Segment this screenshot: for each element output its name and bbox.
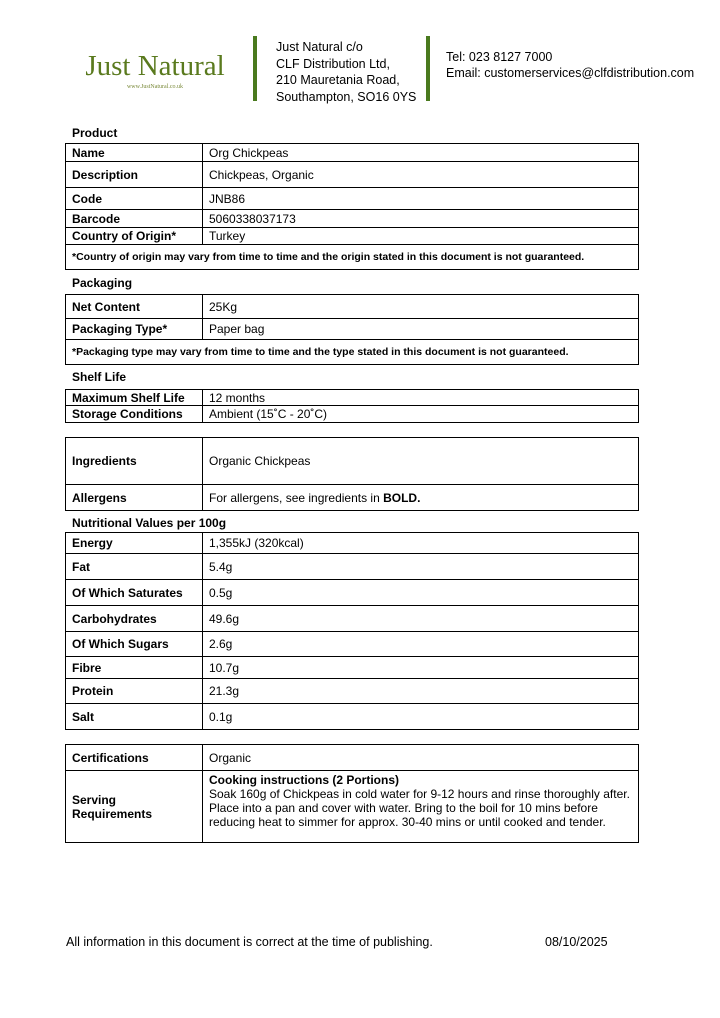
table-row <box>66 554 639 580</box>
packaging-note: *Packaging type may vary from time to time and the type stated in this document is not guaranteed. <box>66 340 639 365</box>
footer-date: 08/10/2025 <box>545 935 608 949</box>
cooking-text: Soak 160g of Chickpeas in cold water for 9-12 hours and rinse thoroughly after. Place into a pan and cover with water. Bring to the boil for 10 mins before reducing heat to simmer for approx. 30-40 mins or until cooked and tender. <box>209 787 630 829</box>
row-value: 5060338037173 <box>203 210 639 228</box>
row-label: Certifications <box>66 745 203 771</box>
row-label: Net Content <box>66 295 203 319</box>
row-label: Storage Conditions <box>66 406 203 423</box>
table-row <box>66 580 639 606</box>
row-value: 0.1g <box>203 704 639 730</box>
address-line: CLF Distribution Ltd, <box>276 56 390 71</box>
row-label: Salt <box>66 704 203 730</box>
row-label: Allergens <box>66 485 203 511</box>
logo-text: Just Natural <box>85 50 225 82</box>
row-value: Org Chickpeas <box>203 144 639 162</box>
row-value: 21.3g <box>203 679 639 704</box>
table-row <box>66 406 639 423</box>
table-row <box>66 144 639 162</box>
table-row <box>66 533 639 554</box>
table-row <box>66 606 639 632</box>
row-label: Energy <box>66 533 203 554</box>
table-row <box>66 438 639 485</box>
contact-info <box>446 50 694 81</box>
table-row <box>66 228 639 245</box>
header-divider-right <box>426 36 430 101</box>
table-row <box>66 745 639 771</box>
row-value: JNB86 <box>203 188 639 210</box>
row-value: 1,355kJ (320kcal) <box>203 533 639 554</box>
row-value <box>203 485 639 511</box>
row-value: 49.6g <box>203 606 639 632</box>
row-value: 25Kg <box>203 295 639 319</box>
row-label: Fibre <box>66 657 203 679</box>
telephone: Tel: 023 8127 7000 <box>446 50 553 64</box>
row-value: Paper bag <box>203 319 639 340</box>
certifications-table <box>65 744 639 843</box>
serving-label-line: Serving <box>72 792 117 807</box>
row-value: Organic <box>203 745 639 771</box>
row-label: Maximum Shelf Life <box>66 390 203 406</box>
logo-url: www.JustNatural.co.uk <box>126 84 184 90</box>
row-label: Of Which Sugars <box>66 632 203 657</box>
row-label: Fat <box>66 554 203 580</box>
row-value: 0.5g <box>203 580 639 606</box>
row-label: Country of Origin* <box>66 228 203 245</box>
row-label: Description <box>66 162 203 188</box>
row-value: 12 months <box>203 390 639 406</box>
row-value: 2.6g <box>203 632 639 657</box>
section-title-shelf-life: Shelf Life <box>72 370 127 384</box>
footer-disclaimer: All information in this document is correct at the time of publishing. <box>66 935 433 949</box>
table-row <box>66 771 639 843</box>
row-label <box>66 771 203 843</box>
table-row <box>66 295 639 319</box>
email: Email: customerservices@clfdistribution.com <box>446 65 695 80</box>
serving-requirements <box>203 771 639 843</box>
packaging-table <box>65 294 639 365</box>
table-row <box>66 657 639 679</box>
row-value: 10.7g <box>203 657 639 679</box>
shelf-life-table <box>65 389 639 423</box>
row-label: Ingredients <box>66 438 203 485</box>
table-row <box>66 162 639 188</box>
row-label: Of Which Saturates <box>66 580 203 606</box>
ingredients-table <box>65 437 639 511</box>
section-title-product: Product <box>72 126 118 140</box>
address-line: Just Natural c/o <box>276 40 363 54</box>
nutrition-table <box>65 532 639 730</box>
brand-logo <box>80 50 230 90</box>
row-value: Organic Chickpeas <box>203 438 639 485</box>
header-divider-left <box>253 36 257 101</box>
row-value: Ambient (15˚C - 20˚C) <box>203 406 639 423</box>
address-line: Southampton, SO16 0YS <box>276 89 417 104</box>
origin-note: *Country of origin may vary from time to time and the origin stated in this document is not guaranteed. <box>66 245 639 270</box>
table-row <box>66 390 639 406</box>
row-label: Carbohydrates <box>66 606 203 632</box>
table-row <box>66 679 639 704</box>
row-label: Barcode <box>66 210 203 228</box>
row-label: Name <box>66 144 203 162</box>
company-address <box>276 39 416 105</box>
allergens-bold-text: BOLD. <box>383 490 421 505</box>
row-value: Chickpeas, Organic <box>203 162 639 188</box>
row-value: 5.4g <box>203 554 639 580</box>
table-row <box>66 245 639 270</box>
table-row <box>66 632 639 657</box>
row-label: Code <box>66 188 203 210</box>
row-label: Packaging Type* <box>66 319 203 340</box>
row-value: Turkey <box>203 228 639 245</box>
table-row <box>66 188 639 210</box>
allergens-text: For allergens, see ingredients in <box>209 490 384 505</box>
serving-label-line: Requirements <box>72 806 153 821</box>
row-label: Protein <box>66 679 203 704</box>
table-row <box>66 704 639 730</box>
section-title-nutrition: Nutritional Values per 100g <box>72 516 227 530</box>
cooking-title: Cooking instructions (2 Portions) <box>209 773 400 787</box>
table-row <box>66 319 639 340</box>
table-row <box>66 340 639 365</box>
table-row <box>66 485 639 511</box>
product-table <box>65 143 639 270</box>
section-title-packaging: Packaging <box>72 276 133 290</box>
address-line: 210 Mauretania Road, <box>276 73 400 87</box>
table-row <box>66 210 639 228</box>
